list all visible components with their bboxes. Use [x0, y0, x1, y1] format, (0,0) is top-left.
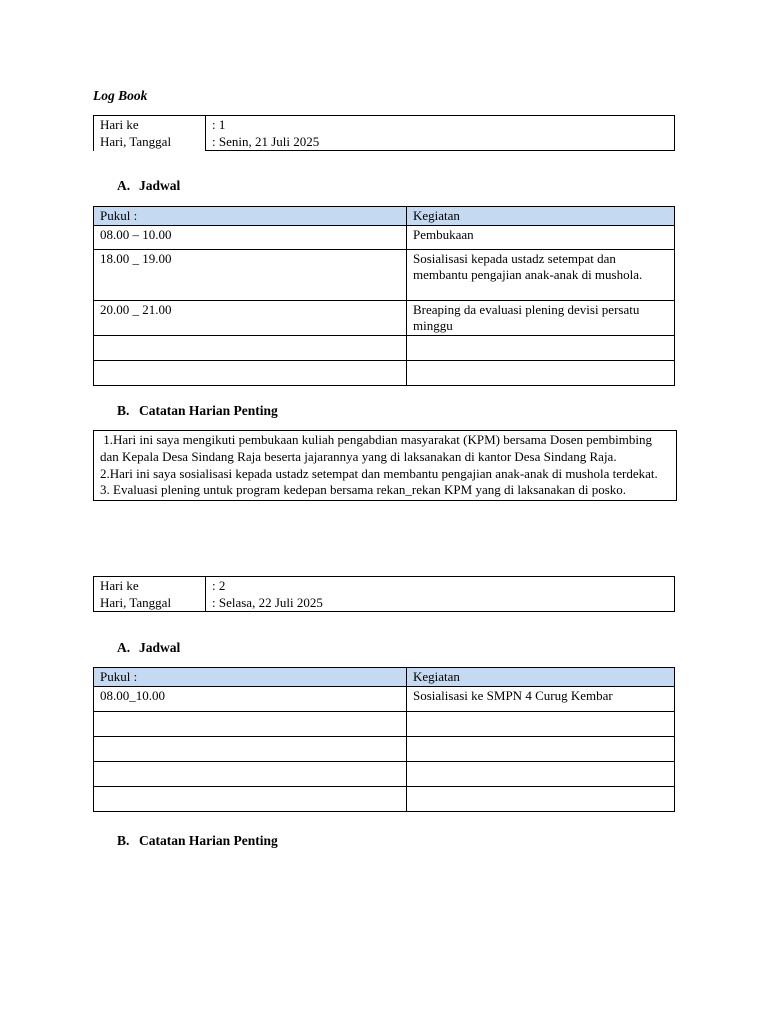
- heading-number: A.: [117, 178, 131, 193]
- activity-cell: [407, 786, 675, 811]
- table-row: [94, 225, 675, 249]
- activity-cell: [407, 335, 675, 360]
- hari-ke-label: Hari ke: [100, 117, 139, 132]
- time-cell: 18.00 _ 19.00: [94, 249, 407, 300]
- activity-cell: [407, 711, 675, 736]
- hari-ke-value-cell: [206, 577, 675, 612]
- table-row: [94, 360, 675, 385]
- schedule-table: [93, 206, 675, 386]
- hari-ke-value-cell: [206, 116, 675, 151]
- catatan-heading: [117, 403, 278, 420]
- heading-text: Catatan Harian Penting: [139, 833, 278, 848]
- time-cell: [94, 360, 407, 385]
- hari-ke-value: : 1: [212, 117, 226, 132]
- schedule-header-row: [94, 207, 675, 226]
- heading-number: B.: [117, 403, 130, 418]
- header-pukul: Pukul :: [94, 668, 407, 687]
- activity-cell: [407, 736, 675, 761]
- table-row: [94, 686, 675, 711]
- heading-number: A.: [117, 640, 131, 655]
- heading-text: Catatan Harian Penting: [139, 403, 278, 418]
- table-row: [94, 249, 675, 300]
- hari-ke-label: Hari ke: [100, 578, 139, 593]
- catatan-heading: [117, 833, 278, 850]
- hari-ke-label-cell: [94, 116, 206, 151]
- activity-cell: Sosialisasi kepada ustadz setempat dan membantu pengajian anak-anak di mushola.: [407, 249, 675, 300]
- heading-text: Jadwal: [139, 640, 181, 655]
- jadwal-heading: [117, 178, 180, 195]
- activity-cell: Breaping da evaluasi plening devisi persatu minggu: [407, 300, 675, 335]
- time-cell: [94, 736, 407, 761]
- tanggal-value: : Selasa, 22 Juli 2025: [212, 594, 323, 610]
- table-row: [94, 786, 675, 811]
- time-cell: [94, 761, 407, 786]
- heading-text: Jadwal: [139, 178, 181, 193]
- time-cell: [94, 711, 407, 736]
- note-item: 3. Evaluasi plening untuk program kedepan bersama rekan_rekan KPM yang di laksanakan di posko.: [100, 482, 626, 498]
- time-cell: 20.00 _ 21.00: [94, 300, 407, 335]
- note-item: 1.Hari ini saya mengikuti pembukaan kuliah pengabdian masyarakat (KPM) bersama Dosen pembimbing dan Kepala Desa Sindang Raja beserta jajarannya yang di laksanakan di kantor Desa Sindang Raja.: [100, 432, 656, 464]
- day-info-table: [93, 115, 675, 151]
- note-item: 2.Hari ini saya sosialisasi kepada ustadz setempat dan membantu pengajian anak-anak di mushola terdekat.: [100, 465, 658, 481]
- table-row: [94, 300, 675, 335]
- jadwal-heading: [117, 640, 180, 657]
- table-row: [94, 736, 675, 761]
- activity-cell: Pembukaan: [407, 225, 675, 249]
- tanggal-label: Hari, Tanggal: [100, 594, 172, 610]
- table-row: [94, 761, 675, 786]
- table-row: [94, 711, 675, 736]
- tanggal-value: : Senin, 21 Juli 2025: [212, 133, 320, 149]
- day-info-table: [93, 576, 675, 612]
- time-cell: 08.00 – 10.00: [94, 225, 407, 249]
- notes-box: [93, 430, 677, 501]
- time-cell: [94, 786, 407, 811]
- header-kegiatan: Kegiatan: [407, 207, 675, 226]
- tanggal-label: Hari, Tanggal: [100, 133, 172, 149]
- time-cell: 08.00_10.00: [94, 686, 407, 711]
- schedule-table: [93, 667, 675, 812]
- heading-number: B.: [117, 833, 130, 848]
- header-pukul: Pukul :: [94, 207, 407, 226]
- hari-ke-value: : 2: [212, 578, 226, 593]
- document-title: Log Book: [93, 88, 148, 103]
- header-kegiatan: Kegiatan: [407, 668, 675, 687]
- activity-cell: [407, 360, 675, 385]
- table-row: [94, 335, 675, 360]
- time-cell: [94, 335, 407, 360]
- hari-ke-label-cell: [94, 577, 206, 612]
- activity-cell: [407, 761, 675, 786]
- schedule-header-row: [94, 668, 675, 687]
- activity-cell: Sosialisasi ke SMPN 4 Curug Kembar: [407, 686, 675, 711]
